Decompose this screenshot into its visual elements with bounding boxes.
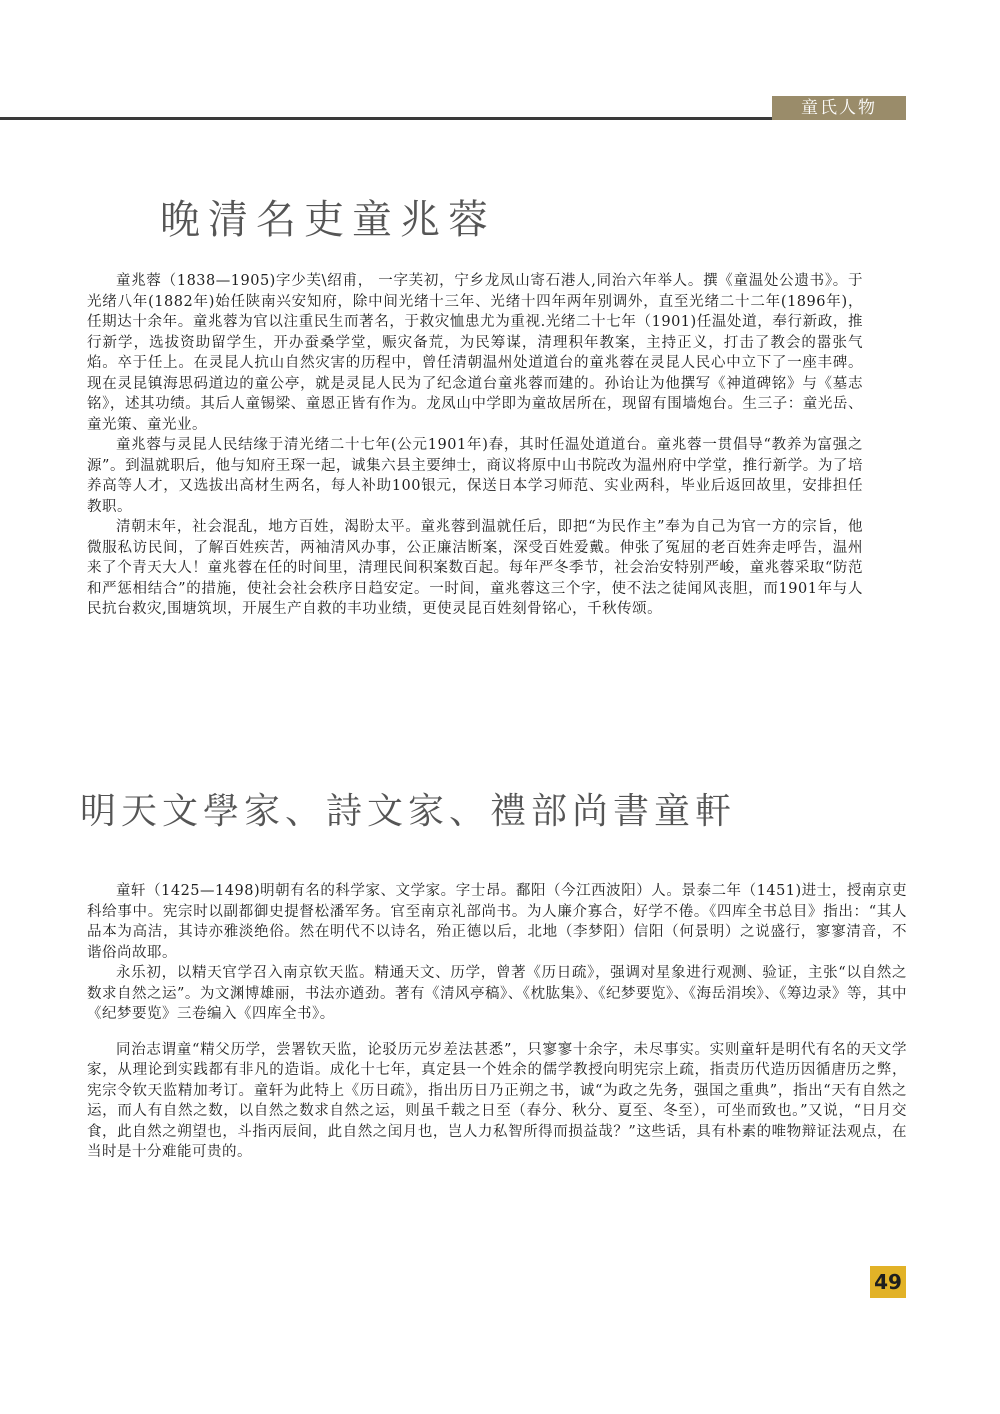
page-number: 49 <box>870 1266 906 1298</box>
article-1-body <box>87 271 863 620</box>
article-2-paragraph: 童轩（1425—1498)明朝有名的科学家、文学家。字士昂。鄱阳（今江西波阳）人。景泰二年（1451)进士，授南京吏科给事中。宪宗时以副都御史提督松潘军务。官至南京礼部尚书。为人廉介寡合，好学不倦。《四库全书总目》指出：“其人品本为高洁，其诗亦雅淡绝俗。然在明代不以诗名，殆正德以后，北地（李梦阳）信阳（何景明）之说盛行，寥寥清音，不谐俗尚故耶。 <box>87 883 907 961</box>
article-1-paragraph: 清朝末年，社会混乱，地方百姓，渴盼太平。童兆蓉到温就任后，即把“为民作主”奉为自己为官一方的宗旨，他微服私访民间，了解百姓疾苦，两袖清风办事，公正廉洁断案，深受百姓爱戴。伸张了冤屈的老百姓奔走呼告，温州来了个青天大人！童兆蓉在任的时间里，清理民间积案数百起。每年严冬季节，社会治安特别严峻，童兆蓉采取“防范和严惩相结合”的措施，使社会社会秩序日趋安定。一时间，童兆蓉这三个字，使不法之徒闻风丧胆，而1901年与人民抗台救灾,围塘筑坝，开展生产自救的丰功业绩，更使灵昆百姓刻骨铭心，千秋传颂。 <box>87 519 863 617</box>
article-1-paragraph: 童兆蓉与灵昆人民结缘于清光绪二十七年(公元1901年)春，其时任温处道道台。童兆蓉一贯倡导“教养为富强之源”。到温就职后，他与知府王琛一起，诚集六县主要绅士，商议将原中山书院改为温州府中学堂，推行新学。为了培养高等人才，又选拔出高材生两名，每人补助100银元，保送日本学习师范、实业两科，毕业后返回故里，安排担任教职。 <box>87 437 863 515</box>
article-2-title: 明天文學家、詩文家、禮部尚書童軒 <box>80 791 737 832</box>
article-2-paragraph: 同治志谓童“精父历学，尝署钦天监，论驳历元岁差法甚悉”，只寥寥十余字，未尽事实。实则童轩是明代有名的天文学家，从理论到实践都有非凡的造诣。成化十七年，真定县一个姓余的儒学教授向明宪宗上疏，指责历代造历因循唐历之弊，宪宗令钦天监精加考订。童轩为此特上《历日疏》，指出历日乃正朔之书，诚“为政之先务，强国之重典”，指出“天有自然之运，而人有自然之数，以自然之数求自然之运，则虽千载之日至（春分、秋分、夏至、冬至），可坐而致也。”又说，“日月交食，此自然之朔望也，斗指丙辰间，此自然之闰月也，岂人力私智所得而损益哉？”这些话，具有朴素的唯物辩证法观点，在当时是十分难能可贵的。 <box>87 1041 907 1160</box>
article-1-title: 晚清名吏童兆蓉 <box>160 197 496 243</box>
header-divider <box>0 117 772 120</box>
article-2-paragraph: 永乐初，以精天官学召入南京钦天监。精通天文、历学，曾著《历日疏》，强调对星象进行观测、验证，主张“以自然之数求自然之运”。为文渊博雄丽，书法亦遒劲。著有《清风亭稿》、《枕肱集》、《纪梦要览》、《海岳涓埃》、《筹边录》等，其中《纪梦要览》三卷编入《四库全书》。 <box>87 965 907 1022</box>
article-1-paragraph: 童兆蓉（1838—1905)字少芙\绍甫， 一字芙初，宁乡龙凤山寄石港人,同治六年举人。撰《童温处公遗书》。于光绪八年(1882年)始任陕南兴安知府，除中间光绪十三年、光绪十四年两年别调外，直至光绪二十二年(1896年)，任期达十余年。童兆蓉为官以注重民生而著名，于救灾恤患尤为重视.光绪二十七年（1901)任温处道，奉行新政，推行新学，选拔资助留学生，开办蚕桑学堂，赈灾备荒，为民筹谋，清理积年教案，主持正义，打击了教会的嚣张气焰。卒于任上。在灵昆人抗山自然灾害的历程中，曾任清朝温州处道道台的童兆蓉在灵昆人民心中立下了一座丰碑。现在灵昆镇海思码道边的童公亭，就是灵昆人民为了纪念道台童兆蓉而建的。孙诒让为他撰写《神道碑铭》与《墓志铭》，述其功绩。其后人童锡梁、童恩正皆有作为。龙凤山中学即为童故居所在，现留有围墙炮台。生三子：童光岳、童光策、童光业。 <box>87 273 863 433</box>
article-2-body <box>87 881 907 1163</box>
section-label: 童氏人物 <box>772 96 906 120</box>
